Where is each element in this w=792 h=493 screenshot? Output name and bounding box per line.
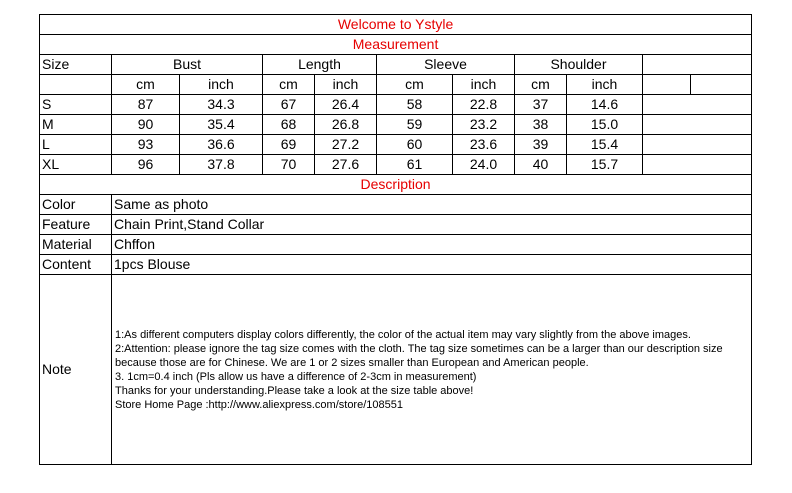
sleeve-header: Sleeve [377, 55, 515, 75]
feature-value: Chain Print,Stand Collar [112, 215, 752, 235]
unit-cm: cm [377, 75, 453, 95]
unit-inch: inch [315, 75, 377, 95]
measurement-header-row [40, 55, 752, 75]
bust-inch: 34.3 [180, 95, 263, 115]
length-cm: 70 [263, 155, 315, 175]
empty-unit-cell [643, 75, 691, 95]
sleeve-cm: 60 [377, 135, 453, 155]
size-row [40, 135, 752, 155]
note-label: Note [40, 275, 112, 465]
bust-inch: 37.8 [180, 155, 263, 175]
unit-cm: cm [263, 75, 315, 95]
empty-unit-cell [691, 75, 752, 95]
size-label: XL [40, 155, 112, 175]
content-value: 1pcs Blouse [112, 255, 752, 275]
length-inch: 27.6 [315, 155, 377, 175]
size-chart-sheet [39, 14, 751, 465]
bust-inch: 35.4 [180, 115, 263, 135]
length-cm: 68 [263, 115, 315, 135]
shoulder-cm: 40 [515, 155, 567, 175]
size-row [40, 155, 752, 175]
sleeve-cm: 61 [377, 155, 453, 175]
note-line-thanks: Thanks for your understanding.Please take a look at the size table above! [115, 384, 474, 397]
bust-inch: 36.6 [180, 135, 263, 155]
description-row [40, 195, 752, 215]
unit-cm: cm [515, 75, 567, 95]
bust-cm: 90 [112, 115, 180, 135]
size-label: S [40, 95, 112, 115]
length-inch: 27.2 [315, 135, 377, 155]
bust-header: Bust [112, 55, 263, 75]
shoulder-inch: 14.6 [567, 95, 643, 115]
feature-label: Feature [40, 215, 112, 235]
length-inch: 26.8 [315, 115, 377, 135]
size-label: L [40, 135, 112, 155]
measurement-title-row [40, 35, 752, 55]
size-chart-table [39, 14, 752, 465]
shoulder-inch: 15.4 [567, 135, 643, 155]
content-label: Content [40, 255, 112, 275]
empty-cell [643, 155, 752, 175]
sleeve-cm: 58 [377, 95, 453, 115]
unit-cm: cm [112, 75, 180, 95]
empty-header-cell [643, 55, 752, 75]
note-text [112, 275, 752, 465]
note-line-colors: 1:As different computers display colors differently, the color of the actual item may vary slightly from the above images. [115, 328, 691, 341]
sleeve-inch: 23.6 [453, 135, 515, 155]
description-row [40, 255, 752, 275]
unit-inch: inch [453, 75, 515, 95]
note-row [40, 275, 752, 465]
size-label: M [40, 115, 112, 135]
size-row [40, 115, 752, 135]
shoulder-cm: 39 [515, 135, 567, 155]
bust-cm: 93 [112, 135, 180, 155]
description-title-row [40, 175, 752, 195]
measurement-title: Measurement [40, 35, 752, 55]
description-row [40, 215, 752, 235]
color-label: Color [40, 195, 112, 215]
sleeve-inch: 23.2 [453, 115, 515, 135]
empty-cell [643, 95, 752, 115]
welcome-row [40, 15, 752, 35]
size-header: Size [40, 55, 112, 75]
length-header: Length [263, 55, 377, 75]
sleeve-cm: 59 [377, 115, 453, 135]
welcome-title: Welcome to Ystyle [40, 15, 752, 35]
size-row [40, 95, 752, 115]
material-label: Material [40, 235, 112, 255]
length-cm: 67 [263, 95, 315, 115]
bust-cm: 96 [112, 155, 180, 175]
empty-cell [643, 115, 752, 135]
note-line-store-link: Store Home Page :http://www.aliexpress.com/store/108551 [115, 398, 403, 411]
shoulder-inch: 15.0 [567, 115, 643, 135]
shoulder-inch: 15.7 [567, 155, 643, 175]
description-row [40, 235, 752, 255]
bust-cm: 87 [112, 95, 180, 115]
unit-row [40, 75, 752, 95]
unit-row-blank [40, 75, 112, 95]
sleeve-inch: 24.0 [453, 155, 515, 175]
unit-inch: inch [180, 75, 263, 95]
shoulder-cm: 37 [515, 95, 567, 115]
note-line-conversion: 3. 1cm=0.4 inch (Pls allow us have a difference of 2-3cm in measurement) [115, 370, 477, 383]
length-inch: 26.4 [315, 95, 377, 115]
shoulder-header: Shoulder [515, 55, 643, 75]
description-title: Description [40, 175, 752, 195]
note-line-tag-size: 2:Attention: please ignore the tag size comes with the cloth. The tag size sometimes can be a larger than our description size because those are for Chinese. We are 1 or 2 sizes smaller than European and American people. [115, 342, 723, 369]
sleeve-inch: 22.8 [453, 95, 515, 115]
unit-inch: inch [567, 75, 643, 95]
length-cm: 69 [263, 135, 315, 155]
color-value: Same as photo [112, 195, 752, 215]
shoulder-cm: 38 [515, 115, 567, 135]
material-value: Chffon [112, 235, 752, 255]
empty-cell [643, 135, 752, 155]
